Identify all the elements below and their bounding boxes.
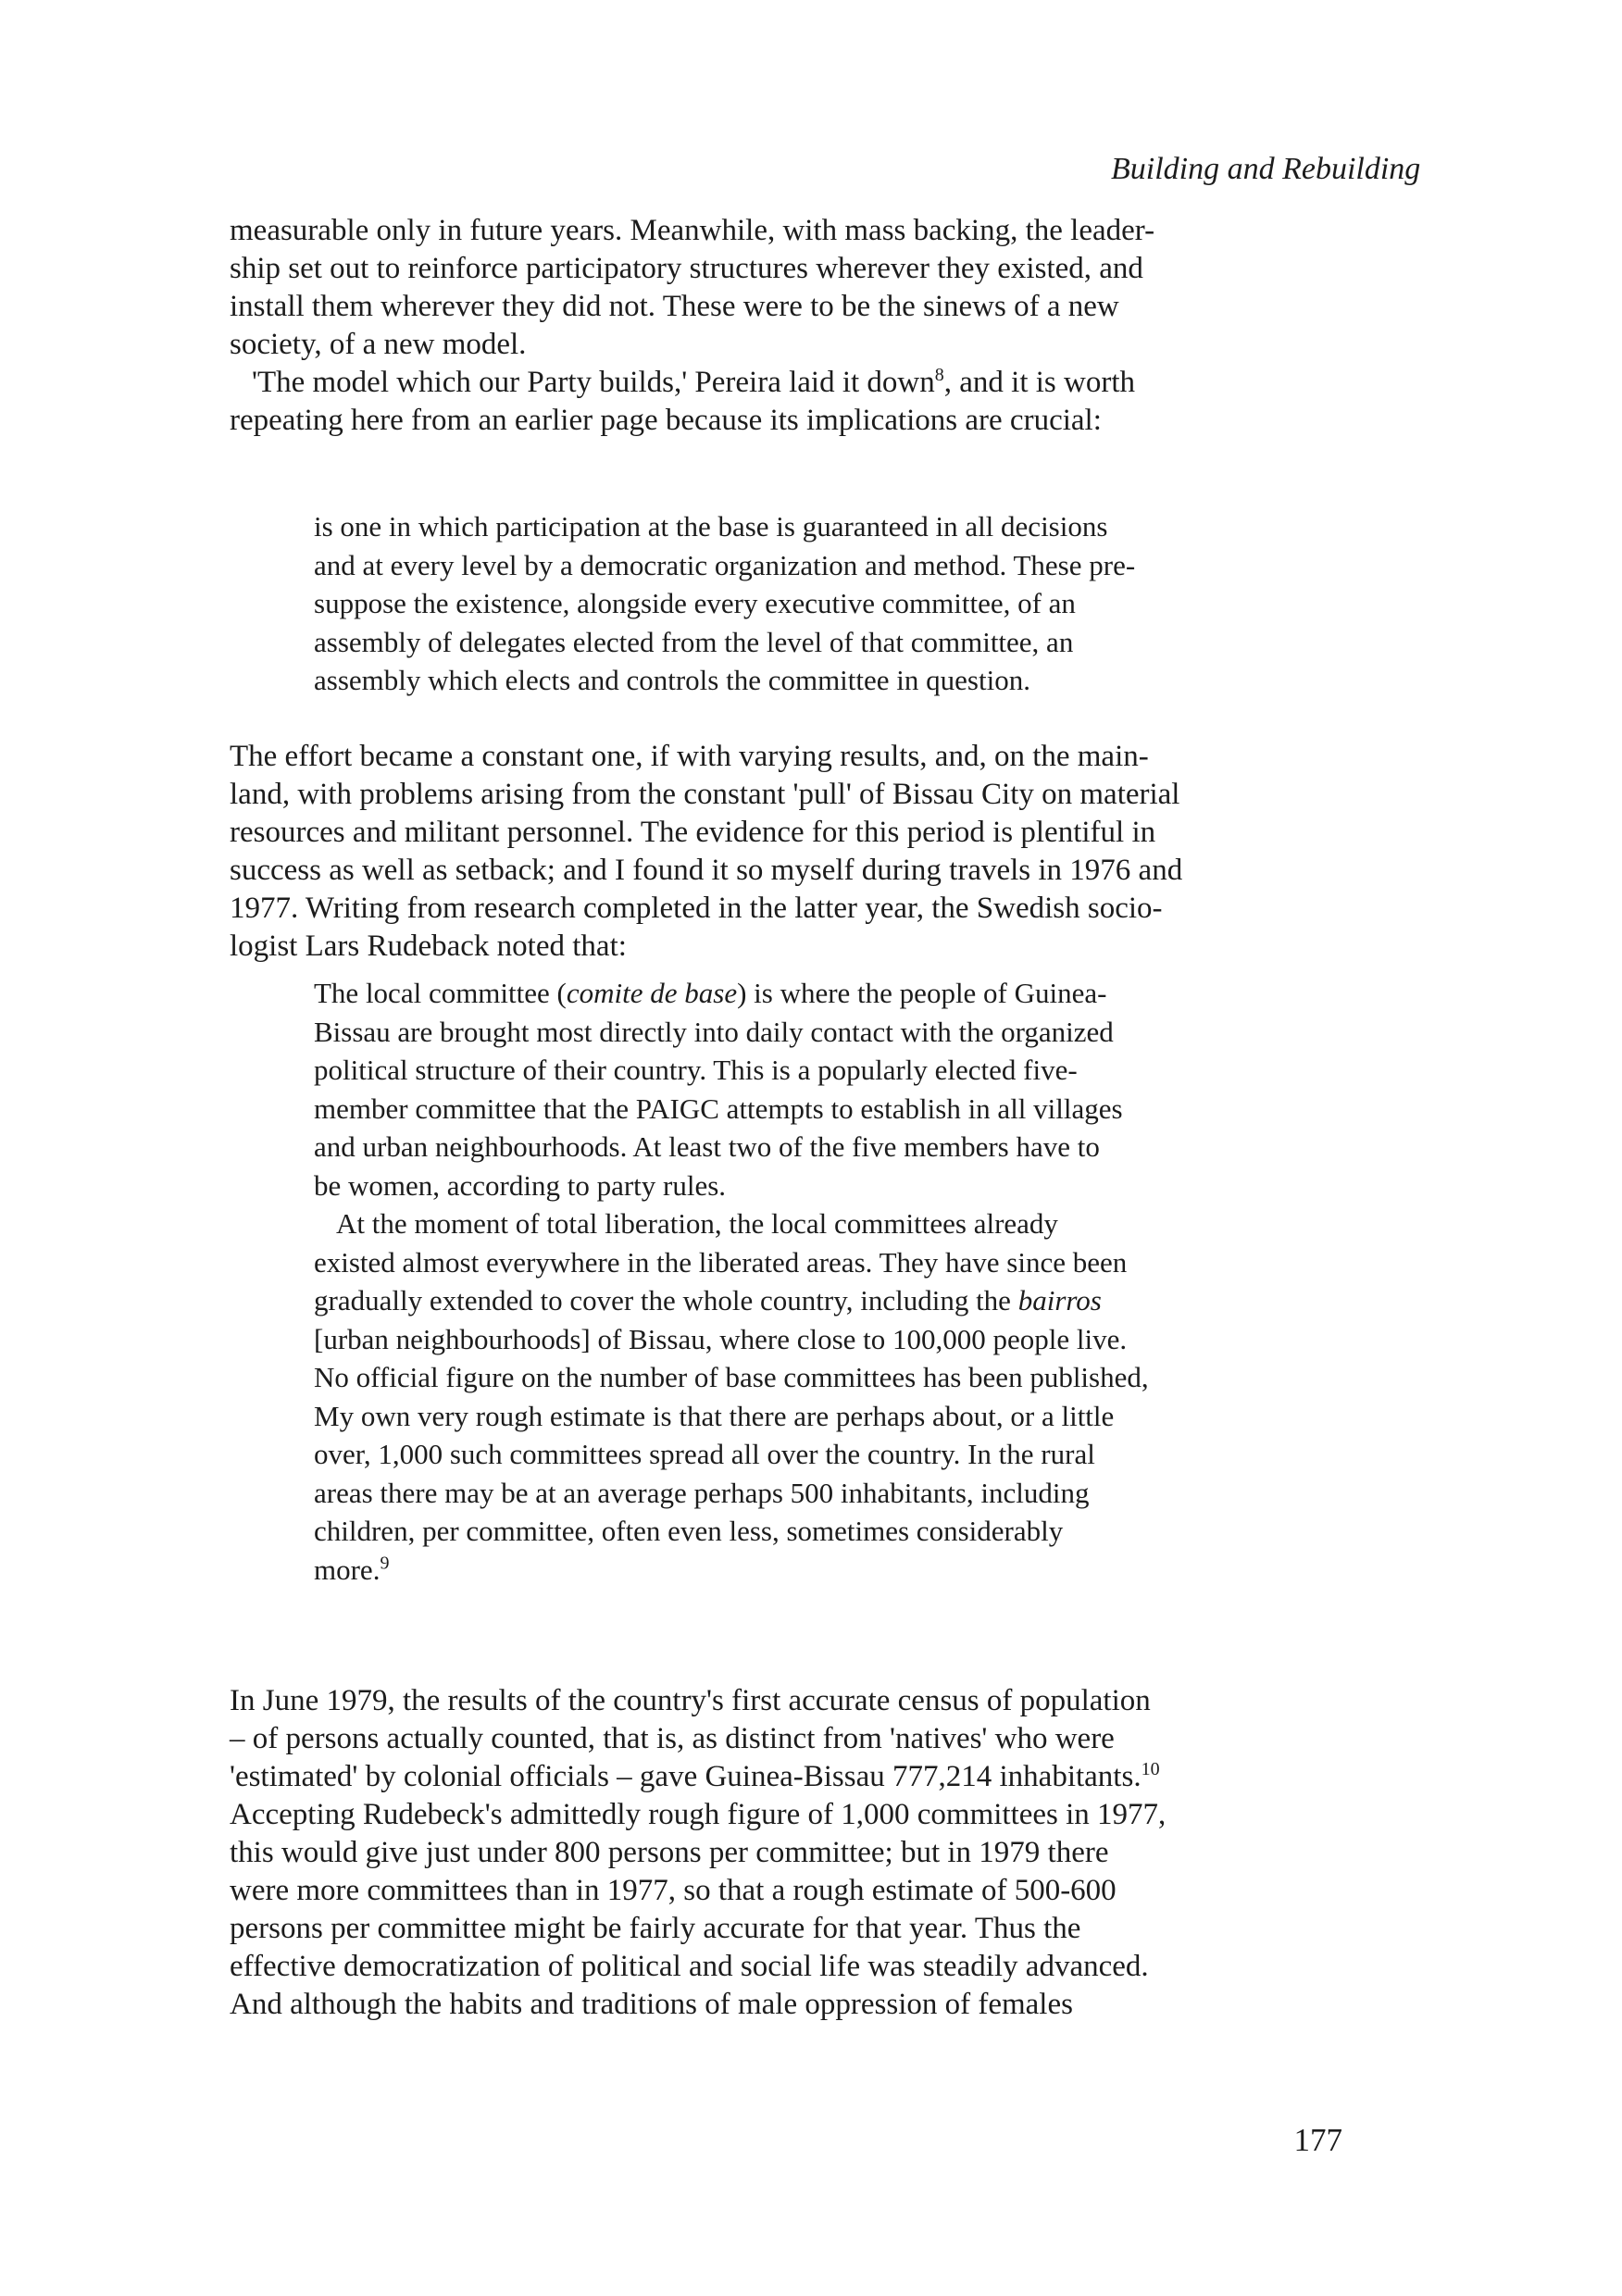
text-run: more. [314,1553,381,1586]
text-run: ) is where the people of Guinea- [737,977,1107,1009]
quote-line: existed almost everywhere in the liberated areas. They have since been [314,1245,1128,1279]
block-quote-1 [314,507,1135,700]
paragraph-2 [230,364,1135,440]
text-line: repeating here from an earlier page because its implications are crucial: [230,404,1102,437]
text-run: The local committee ( [314,977,567,1009]
quote-line: children, per committee, often even less, sometimes considerably [314,1515,1064,1547]
page-number: 177 [1293,2122,1342,2158]
text-line: land, with problems arising from the constant 'pull' of Bissau City on material [230,778,1180,811]
quote-line: [urban neighbourhoods] of Bissau, where close to 100,000 people live. [314,1322,1128,1355]
text-run: , and it is worth [943,366,1135,399]
text-line: The effort became a constant one, if with varying results, and, on the main- [230,740,1149,773]
text-line: In June 1979, the results of the country's first accurate census of population [230,1684,1151,1717]
quote-line: My own very rough estimate is that there are perhaps about, or a little [314,1399,1115,1432]
paragraph-3 [230,738,1182,966]
footnote-ref-8: 8 [934,365,944,385]
text-line: ship set out to reinforce participatory structures wherever they existed, and [230,252,1143,285]
quote-line [314,1551,1149,1590]
text-line: society, of a new model. [230,328,527,361]
text-line: 1977. Writing from research completed in the latter year, the Swedish socio- [230,892,1163,925]
text-line: effective democratization of political and social life was steadily advanced. [230,1950,1149,1983]
text-line: And although the habits and traditions of male oppression of females [230,1988,1073,2021]
quote-line: and at every level by a democratic organization and method. These pre- [314,548,1136,581]
quote-line: political structure of their country. This is a popularly elected five- [314,1054,1078,1086]
quote-line: member committee that the PAIGC attempts to establish in all villages [314,1092,1123,1125]
text-line: resources and militant personnel. The evidence for this period is plentiful in [230,816,1156,849]
text-line: measurable only in future years. Meanwhile, with mass backing, the leader- [230,214,1155,247]
quote-line: At the moment of total liberation, the local committees already [336,1207,1058,1240]
quote-line: be women, according to party rules. [314,1168,727,1202]
quote-line [314,974,1149,1013]
text-line: persons per committee might be fairly accurate for that year. Thus the [230,1912,1081,1945]
text-line: install them wherever they did not. These were to be the sinews of a new [230,290,1119,323]
quote-line: is one in which participation at the base is guaranteed in all decisions [314,510,1108,543]
text-line [230,1758,1166,1796]
quote-line: and urban neighbourhoods. At least two of the five members have to [314,1130,1100,1163]
quote-line: assembly of delegates elected from the level of that committee, an [314,625,1074,658]
text-line: – of persons actually counted, that is, as distinct from 'natives' who were [230,1722,1115,1755]
paragraph-4 [230,1682,1166,2024]
text-run: 'estimated' by colonial officials – gave Guinea-Bissau 777,214 inhabitants. [230,1760,1142,1793]
footnote-ref-10: 10 [1141,1759,1160,1779]
text-line: success as well as setback; and I found it so myself during travels in 1976 and [230,854,1183,887]
footnote-ref-9: 9 [380,1553,390,1574]
quote-line: assembly which elects and controls the committee in question. [314,664,1030,696]
text-line: logist Lars Rudeback noted that: [230,930,627,963]
block-quote-2 [314,974,1149,1589]
quote-line: over, 1,000 such committees spread all over the country. In the rural [314,1438,1095,1470]
italic-term: comite de base [566,977,738,1009]
quote-line [314,1281,1149,1320]
paragraph-1 [230,212,1154,364]
text-line [230,364,1135,402]
text-line: this would give just under 800 persons per committee; but in 1979 there [230,1836,1109,1869]
text-run: gradually extended to cover the whole country, including the [314,1284,1018,1316]
italic-term: bairros [1017,1284,1102,1316]
running-head: Building and Rebuilding [1111,152,1421,186]
quote-line: suppose the existence, alongside every executive committee, of an [314,587,1076,619]
text-run: 'The model which our Party builds,' Pereira laid it down [252,366,935,399]
quote-line: No official figure on the number of base committees has been published, [314,1361,1149,1393]
text-line: were more committees than in 1977, so that a rough estimate of 500-600 [230,1874,1117,1907]
quote-line: areas there may be at an average perhaps 500 inhabitants, including [314,1476,1090,1509]
quote-line: Bissau are brought most directly into daily contact with the organized [314,1015,1114,1048]
text-line: Accepting Rudebeck's admittedly rough figure of 1,000 committees in 1977, [230,1798,1167,1831]
